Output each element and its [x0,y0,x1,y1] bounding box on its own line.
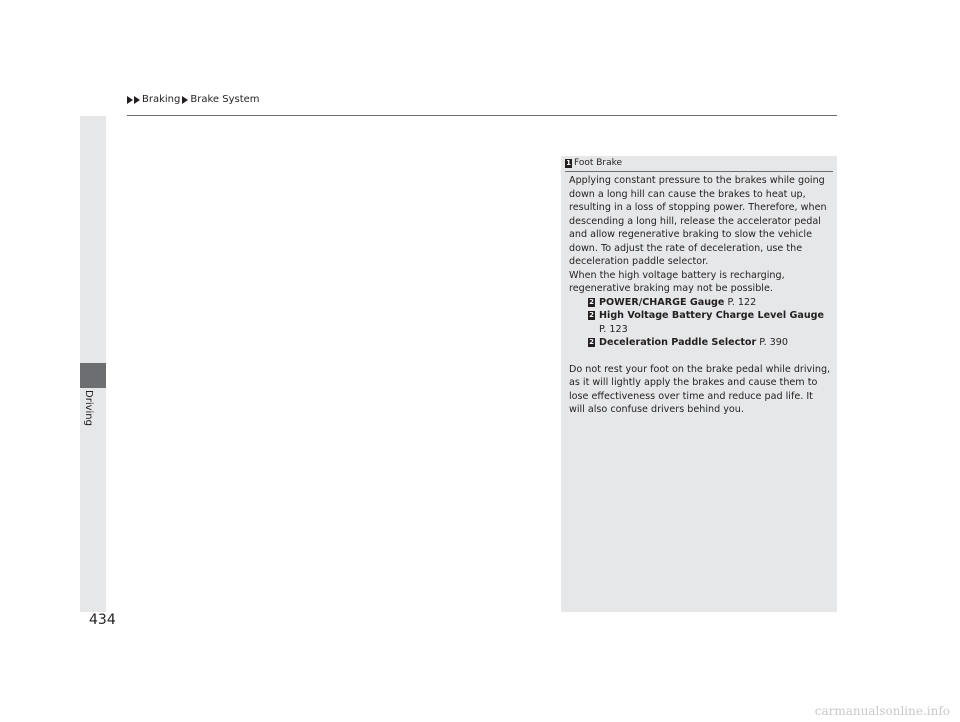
watermark: carmanualsonline.info [814,704,950,718]
breadcrumb-arrow-icon [127,96,133,104]
breadcrumb [127,93,262,107]
note-paragraph: When the high voltage battery is recharging, regenerative braking may not be possible. [569,269,785,294]
reference-arrow-icon: 2 [589,338,594,346]
note-paragraph: Applying constant pressure to the brakes while going down a long hill can cause the brakes to heat up, resulting in a loss of stopping power. Therefore, when descending a long hill, release the accelerator pedal and allow regenerative braking to slow the vehicle down. To adjust the rate of deceleration, use the deceleration paddle selector. [569,175,827,267]
header-rule [127,115,837,116]
reference-link[interactable] [588,296,831,310]
breadcrumb-arrow-icon [182,96,188,104]
note-icon: 1 [566,159,571,167]
breadcrumb-arrow-icon [134,96,140,104]
note-paragraph: Do not rest your foot on the brake pedal while driving, as it will lightly apply the brakes and cause them to lose effectiveness over time and reduce pad life. It will also confuse drivers behind you. [569,363,831,415]
breadcrumb-level1[interactable]: Braking [142,94,181,105]
page-number: 434 [89,612,116,628]
note-heading [565,156,833,172]
reference-link[interactable] [588,309,831,336]
reference-title: Deceleration Paddle Selector [599,337,757,348]
reference-page: P. 390 [759,337,788,348]
reference-arrow-icon: 2 [589,311,594,319]
breadcrumb-level2[interactable]: Brake System [190,94,260,105]
section-label: Driving [83,390,94,426]
reference-page: P. 122 [727,296,757,308]
reference-link[interactable] [588,336,831,350]
reference-list [588,296,831,350]
reference-arrow-icon: 2 [589,297,594,306]
note-body [569,174,831,417]
note-panel [561,156,837,612]
reference-title: High Voltage Battery Charge Level Gauge [599,310,825,321]
section-tab [80,363,106,388]
note-heading-text: Foot Brake [574,158,623,168]
reference-page: P. 123 [599,323,628,335]
reference-title: POWER/CHARGE Gauge [599,296,725,308]
